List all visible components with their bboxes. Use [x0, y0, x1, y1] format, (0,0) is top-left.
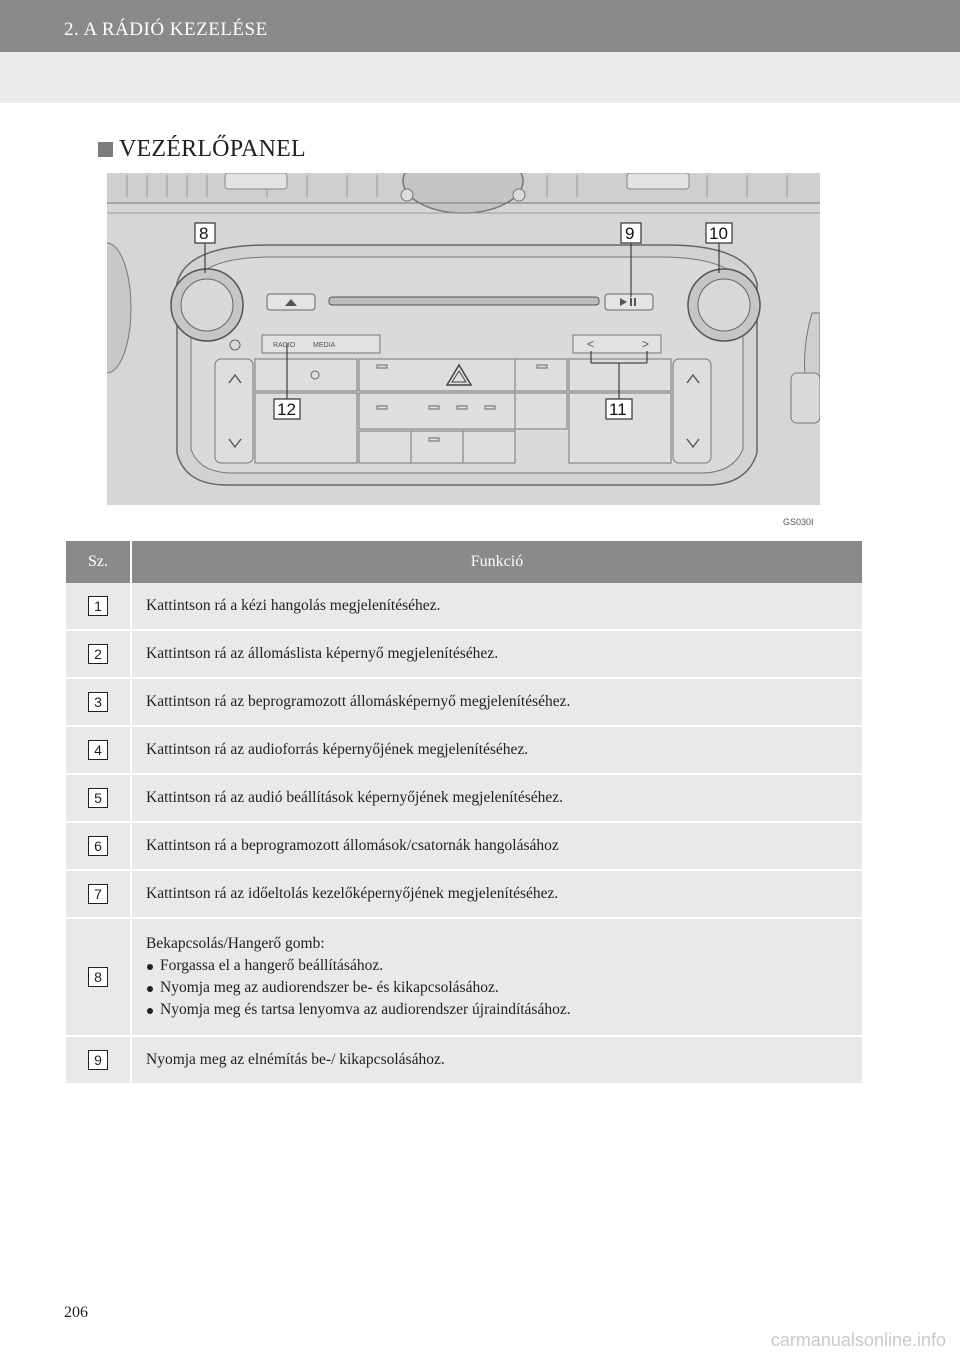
row-number-badge: 5 [88, 788, 108, 808]
page-number: 206 [64, 1304, 88, 1321]
table-header-row [66, 541, 862, 583]
header-subband [0, 52, 960, 103]
table-row [66, 679, 862, 727]
page-header [0, 0, 960, 52]
media-button-label: MEDIA [313, 342, 336, 349]
column-header-function: Funkció [132, 541, 862, 583]
svg-text:>: > [642, 337, 650, 351]
row-number-badge: 1 [88, 596, 108, 616]
row-description: Kattintson rá az audió beállítások képernyőjének megjelenítéséhez. [132, 775, 862, 823]
bullet-item: Nyomja meg az audiorendszer be- és kikapcsolásához. [146, 977, 850, 999]
row-number-badge: 4 [88, 740, 108, 760]
row-number-badge: 2 [88, 644, 108, 664]
figure-code: GS030I [783, 517, 814, 527]
radio-button-label: RADIO [273, 342, 296, 349]
svg-text:11: 11 [609, 400, 627, 419]
row-description: Nyomja meg az elnémítás be-/ kikapcsolásához. [132, 1037, 862, 1085]
table-row [66, 583, 862, 631]
table-row [66, 727, 862, 775]
callout-12 [274, 399, 300, 419]
row-description [132, 919, 862, 1037]
svg-text:8: 8 [199, 224, 209, 243]
row-description: Kattintson rá az audioforrás képernyőjének megjelenítéséhez. [132, 727, 862, 775]
table-row [66, 871, 862, 919]
table-row [66, 919, 862, 1037]
callout-9 [621, 223, 641, 243]
section-heading [98, 136, 306, 163]
row-number-badge: 9 [88, 1050, 108, 1070]
table-row [66, 823, 862, 871]
watermark: carmanualsonline.info [770, 1330, 946, 1350]
bullet-list [146, 955, 850, 1021]
table-row [66, 631, 862, 679]
callout-10 [706, 223, 732, 243]
svg-text:9: 9 [625, 224, 635, 243]
row-description: Kattintson rá az időeltolás kezelőképernyőjének megjelenítéséhez. [132, 871, 862, 919]
row-description: Kattintson rá a kézi hangolás megjelenítéséhez. [132, 583, 862, 631]
bullet-item: Nyomja meg és tartsa lenyomva az audiorendszer újraindításához. [146, 999, 850, 1021]
row-description: Kattintson rá az beprogramozott állomásképernyő megjelenítéséhez. [132, 679, 862, 727]
column-header-number: Sz. [66, 541, 132, 583]
control-panel-illustration [107, 173, 820, 529]
row-number-badge: 8 [88, 967, 108, 987]
svg-text:10: 10 [709, 224, 728, 243]
chapter-title: 2. A RÁDIÓ KEZELÉSE [64, 19, 268, 40]
square-bullet-icon [98, 142, 113, 157]
svg-text:<: < [587, 337, 595, 351]
function-table [66, 541, 862, 1085]
row-number-badge: 3 [88, 692, 108, 712]
callout-11 [606, 399, 632, 419]
table-row [66, 1037, 862, 1085]
row-number-badge: 6 [88, 836, 108, 856]
bullet-item: Forgassa el a hangerő beállításához. [146, 955, 850, 977]
row-description: Kattintson rá az állomáslista képernyő megjelenítéséhez. [132, 631, 862, 679]
table-row [66, 775, 862, 823]
svg-text:12: 12 [277, 400, 296, 419]
row-description: Kattintson rá a beprogramozott állomások/csatornák hangolásához [132, 823, 862, 871]
section-title: VEZÉRLŐPANEL [119, 136, 306, 162]
row-description-intro: Bekapcsolás/Hangerő gomb: [146, 935, 325, 952]
callout-8 [195, 223, 215, 243]
row-number-badge: 7 [88, 884, 108, 904]
